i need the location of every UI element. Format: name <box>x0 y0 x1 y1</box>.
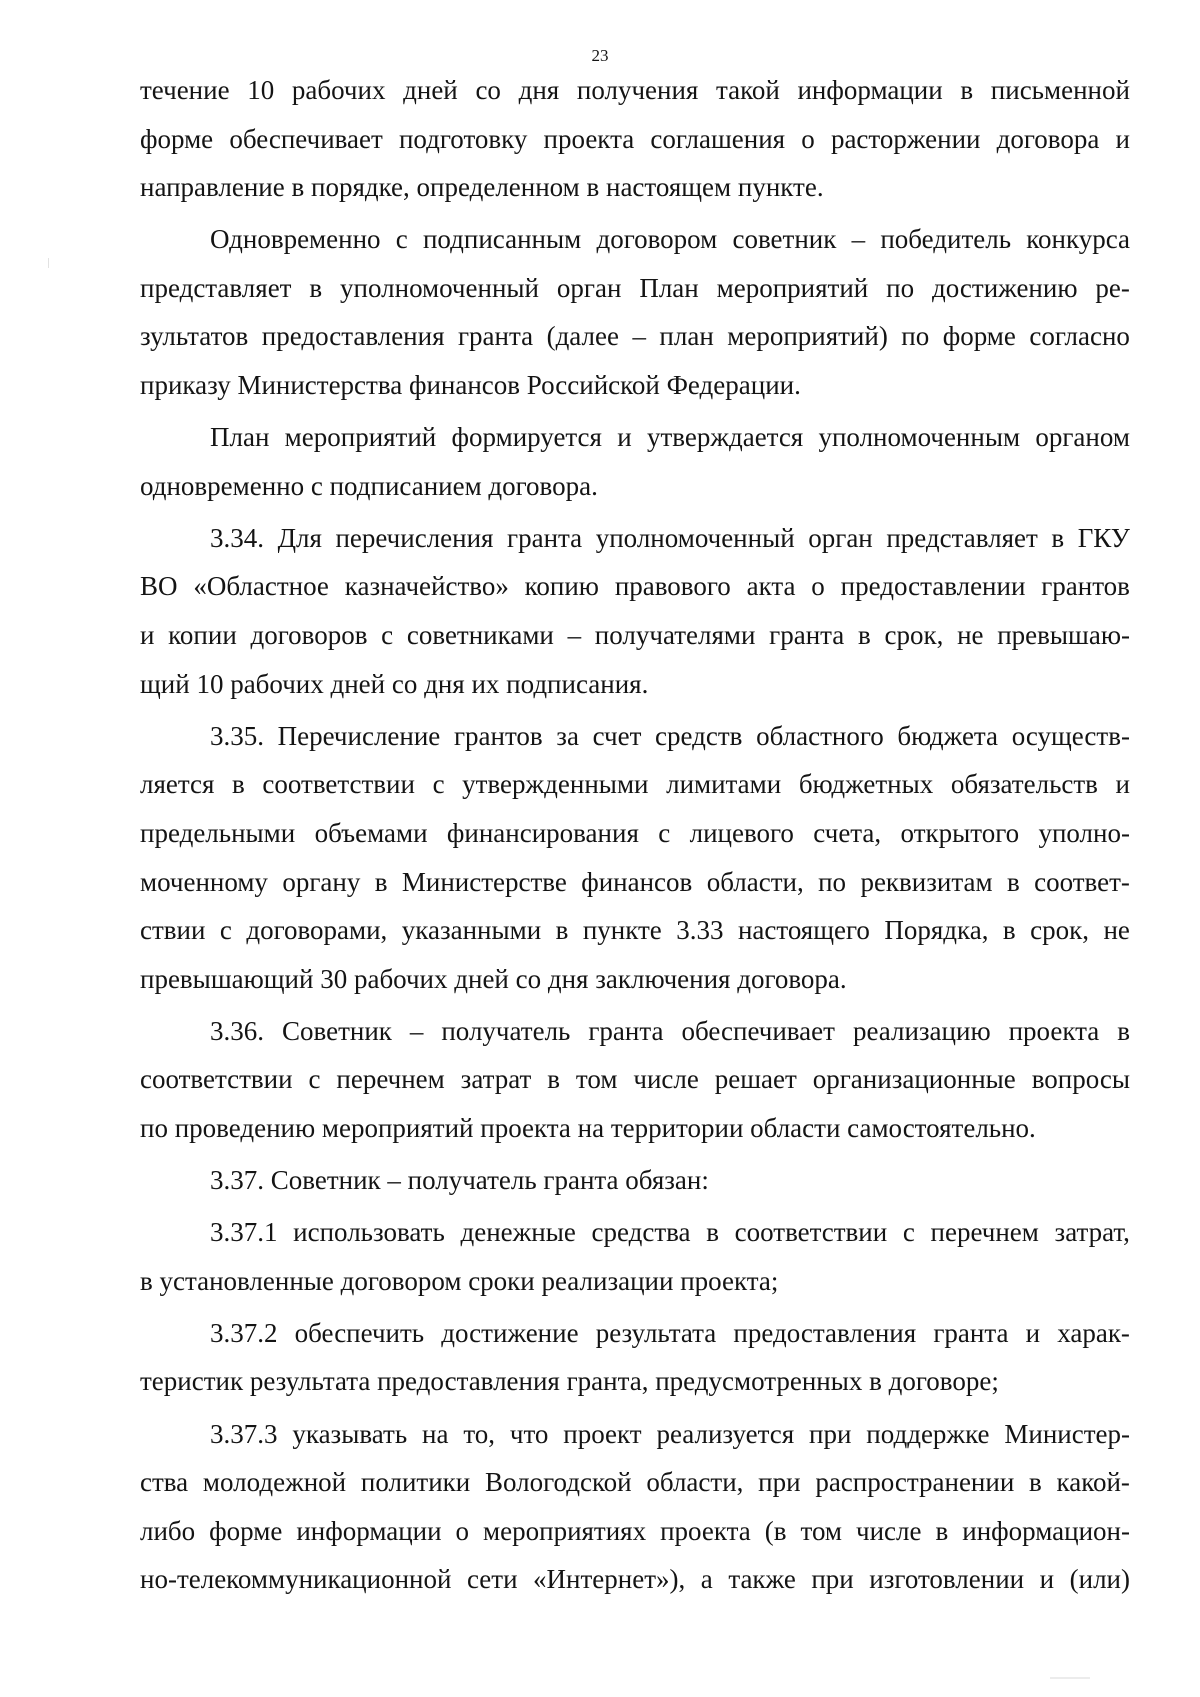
word: план <box>659 321 714 352</box>
word: соглашения <box>650 123 786 154</box>
word: орган <box>808 522 873 553</box>
word: в <box>1117 1015 1130 1046</box>
word: мероприятий <box>716 272 869 303</box>
word: в <box>555 915 569 946</box>
word: превышаю- <box>997 620 1130 651</box>
word: 3.36. <box>210 1015 264 1046</box>
text-line <box>140 955 1130 1004</box>
text-line <box>140 312 1130 361</box>
word: акта <box>746 571 796 602</box>
word: предоставлении <box>840 571 1026 602</box>
word: в <box>1051 522 1065 553</box>
text-line <box>140 1555 1130 1604</box>
word: (далее <box>546 321 619 352</box>
word: том <box>575 1064 618 1095</box>
word: соответ- <box>1034 866 1130 897</box>
word: гранта <box>933 1317 1009 1348</box>
word: реализацию <box>852 1015 991 1046</box>
text-line <box>140 1458 1130 1507</box>
word: какой- <box>1056 1467 1130 1498</box>
word: в <box>1002 915 1016 946</box>
text-line <box>140 66 1130 115</box>
word: письменной <box>990 75 1130 105</box>
word: ре- <box>1095 272 1130 303</box>
word: решает <box>714 1064 797 1095</box>
word: со <box>475 75 501 105</box>
word: уполномоченный <box>595 522 795 553</box>
word: 3.37.1 <box>210 1217 278 1248</box>
word: уполномоченный <box>340 272 539 303</box>
word: по проведению мероприятий проекта на территории области самостоятельно. <box>140 1112 1036 1143</box>
word: бюджета <box>897 720 999 751</box>
text-line <box>140 1410 1130 1459</box>
word: числе <box>633 1064 699 1095</box>
word: Одновременно <box>210 224 381 255</box>
text-line <box>140 1357 1130 1406</box>
word: грантов <box>1041 571 1130 602</box>
word: а <box>700 1564 713 1595</box>
word: гранта <box>769 620 845 651</box>
text-line <box>140 1257 1130 1306</box>
word: также <box>728 1564 796 1595</box>
text-line <box>140 809 1130 858</box>
page-number: 23 <box>591 46 609 65</box>
text-line <box>140 1309 1130 1358</box>
word: использовать <box>293 1217 445 1248</box>
word: политики <box>360 1467 471 1498</box>
word: с <box>658 817 671 848</box>
word: (в <box>764 1515 787 1546</box>
word: дня <box>518 75 560 105</box>
word: в <box>960 75 974 105</box>
word: договоров <box>250 620 368 651</box>
word: мероприятиях <box>483 1515 647 1546</box>
word: областного <box>756 720 884 751</box>
word: подготовку <box>398 123 528 154</box>
word: в <box>1006 866 1020 897</box>
word: что <box>509 1418 549 1449</box>
word: харак- <box>1057 1317 1130 1348</box>
word: в <box>706 1217 719 1248</box>
word: информацион- <box>962 1515 1130 1546</box>
word: открытого <box>900 817 1020 848</box>
word: в <box>858 620 871 651</box>
word: казначейство» <box>344 571 509 602</box>
word: договорами, <box>246 915 388 946</box>
scan-corner-mark <box>1050 1677 1090 1679</box>
word: лицевого <box>689 817 794 848</box>
word: за <box>556 720 579 751</box>
word: том <box>800 1515 843 1546</box>
word: 3.37. Советник – получатель гранта обязан: <box>210 1165 709 1196</box>
word: в <box>935 1515 949 1546</box>
document-body <box>140 66 1130 1604</box>
word: при <box>758 1467 801 1498</box>
text-line <box>140 1507 1130 1556</box>
text-line <box>140 562 1130 611</box>
word: поддержке <box>866 1418 990 1449</box>
word: на <box>422 1418 449 1449</box>
text-line <box>140 264 1130 313</box>
word: финансов <box>581 866 693 897</box>
word: подписанным <box>422 224 582 255</box>
word: согласно <box>1029 321 1130 352</box>
text-line <box>140 712 1130 761</box>
word: счета, <box>813 817 882 848</box>
text-line <box>140 906 1130 955</box>
word: в установленные договором сроки реализации проекта; <box>140 1265 779 1296</box>
word: и <box>140 620 155 651</box>
text-line <box>140 413 1130 462</box>
word: ляется <box>140 769 215 800</box>
word: о <box>801 123 815 154</box>
word: (или) <box>1069 1564 1130 1595</box>
word: с <box>219 915 232 946</box>
word: получения <box>576 75 699 105</box>
word: утверждается <box>646 422 804 453</box>
word: 3.37.2 <box>210 1317 278 1348</box>
word: в <box>309 272 323 303</box>
word: – <box>851 224 866 255</box>
word: то, <box>463 1418 496 1449</box>
word: достижению <box>932 272 1078 303</box>
word: – <box>567 620 582 651</box>
word: в <box>1029 1467 1042 1498</box>
word: мероприятий <box>284 422 437 453</box>
word: советниками <box>406 620 554 651</box>
word: числе <box>856 1515 922 1546</box>
text-line <box>140 115 1130 164</box>
word: дней <box>403 75 458 105</box>
text-line <box>140 1156 1130 1205</box>
word: области, <box>706 866 804 897</box>
word: соответствии <box>734 1217 888 1248</box>
word: по <box>886 272 915 303</box>
word: «Интернет»), <box>533 1564 686 1595</box>
word: предоставления <box>733 1317 917 1348</box>
word: Советник <box>281 1015 392 1046</box>
word: с <box>395 224 408 255</box>
word: области, <box>646 1467 744 1498</box>
word: реализуется <box>656 1418 795 1449</box>
word: гранта <box>588 1015 664 1046</box>
word: с <box>432 769 445 800</box>
word: с <box>308 1064 321 1095</box>
word: указанными <box>401 915 542 946</box>
word: победитель <box>880 224 1012 255</box>
word: результата <box>595 1317 717 1348</box>
word: осуществ- <box>1011 720 1130 751</box>
word: копию <box>524 571 599 602</box>
word: средств <box>655 720 743 751</box>
word: пункте <box>582 915 662 946</box>
word: направление в порядке, определенном в настоящем пункте. <box>140 172 824 203</box>
word: грантов <box>453 720 543 751</box>
word: в <box>232 769 245 800</box>
word: 10 <box>247 75 275 105</box>
text-line <box>140 514 1130 563</box>
word: Порядка, <box>884 915 989 946</box>
word: информации <box>296 1515 442 1546</box>
word: при <box>809 1418 852 1449</box>
word: срок, <box>884 620 944 651</box>
word: План <box>210 422 270 453</box>
word: форме <box>209 1515 283 1546</box>
word: о <box>455 1515 470 1546</box>
word: Министер- <box>1004 1418 1130 1449</box>
word: указывать <box>292 1418 408 1449</box>
word: с <box>381 620 394 651</box>
word: «Областное <box>193 571 329 602</box>
word: распространении <box>815 1467 1015 1498</box>
word: и <box>1115 769 1130 800</box>
word: правового <box>614 571 731 602</box>
word: Министерстве <box>401 866 567 897</box>
word: затрат <box>460 1064 532 1095</box>
word: средства <box>591 1217 691 1248</box>
word: формируется <box>451 422 602 453</box>
word: органу <box>282 866 361 897</box>
text-line <box>140 760 1130 809</box>
word: молодежной <box>202 1467 347 1498</box>
word: гранта <box>457 321 534 352</box>
word: гранта <box>507 522 583 553</box>
word: перечисления <box>335 522 494 553</box>
word: в <box>374 866 388 897</box>
text-line <box>140 660 1130 709</box>
scan-margin-mark <box>48 258 49 268</box>
word: перечнем <box>930 1217 1039 1248</box>
word: по <box>818 866 847 897</box>
word: обеспечить <box>294 1317 425 1348</box>
word: мероприятий) <box>727 321 888 352</box>
word: 3.33 <box>676 915 724 946</box>
word: сети <box>466 1564 518 1595</box>
word: перечнем <box>336 1064 445 1095</box>
text-line <box>140 858 1130 907</box>
word: щий 10 рабочих дней со дня их подписания. <box>140 668 649 699</box>
word: теристик результата предоставления гранта, предусмотренных в договоре; <box>140 1366 999 1397</box>
text-line <box>140 462 1130 511</box>
word: и <box>1115 123 1130 154</box>
word: затрат, <box>1054 1217 1130 1248</box>
word: представляет <box>886 522 1038 553</box>
word: денежные <box>460 1217 576 1248</box>
word: проекта <box>543 123 635 154</box>
word: ВО <box>140 571 178 602</box>
word: с <box>902 1217 915 1248</box>
text-line <box>140 1104 1130 1153</box>
word: форме <box>140 123 214 154</box>
word: бюджетных <box>798 769 934 800</box>
word: предельными <box>140 817 296 848</box>
word: договором <box>596 224 718 255</box>
word: получатель <box>441 1015 571 1046</box>
word: проекта <box>660 1515 751 1546</box>
word: по <box>901 321 930 352</box>
word: конкурса <box>1026 224 1130 255</box>
text-line <box>140 361 1130 410</box>
word: Для <box>277 522 322 553</box>
word: финансирования <box>446 817 639 848</box>
word: моченному <box>140 866 268 897</box>
word: изготовлении <box>869 1564 1025 1595</box>
word: о <box>811 571 825 602</box>
text-line <box>140 1007 1130 1056</box>
text-line <box>140 611 1130 660</box>
word: Перечисление <box>277 720 441 751</box>
word: 3.34. <box>210 522 264 553</box>
word: уполно- <box>1038 817 1130 848</box>
word: копии <box>168 620 237 651</box>
word: соответствии <box>140 1064 293 1095</box>
word: приказу Министерства финансов Российской Федерации. <box>140 370 801 401</box>
word: представляет <box>140 272 292 303</box>
word: ства <box>140 1467 189 1498</box>
word: 3.37.3 <box>210 1418 278 1449</box>
word: Вологодской <box>484 1467 632 1498</box>
word: органом <box>1035 422 1130 453</box>
word: реквизитам <box>860 866 993 897</box>
word: зультатов <box>140 321 249 352</box>
word: в <box>547 1064 560 1095</box>
word: – <box>632 321 646 352</box>
word: 3.35. <box>210 720 264 751</box>
text-line <box>140 163 1130 212</box>
word: соответствии <box>262 769 415 800</box>
word: утвержденными <box>462 769 649 800</box>
word: проект <box>563 1418 642 1449</box>
word: срок, <box>1030 915 1089 946</box>
word: превышающий 30 рабочих дней со дня заключения договора. <box>140 963 847 994</box>
text-line <box>140 1055 1130 1104</box>
word: расторжении <box>830 123 981 154</box>
word: и <box>617 422 632 453</box>
word: либо <box>140 1515 196 1546</box>
word: обеспечивает <box>681 1015 835 1046</box>
text-line <box>140 1208 1130 1257</box>
word: обязательств <box>950 769 1098 800</box>
word: не <box>1103 915 1130 946</box>
text-line <box>140 215 1130 264</box>
word: настоящего <box>737 915 870 946</box>
word: информации <box>797 75 943 105</box>
word: и <box>1025 1317 1041 1348</box>
word: ствии <box>140 915 206 946</box>
word: договора <box>996 123 1100 154</box>
word: советник <box>732 224 837 255</box>
word: лимитами <box>666 769 782 800</box>
word: – <box>409 1015 424 1046</box>
word: при <box>811 1564 854 1595</box>
word: не <box>957 620 984 651</box>
word: уполномоченным <box>818 422 1021 453</box>
word: но-телекоммуникационной <box>140 1564 452 1595</box>
word: и <box>1039 1564 1055 1595</box>
word: вопросы <box>1031 1064 1130 1095</box>
word: орган <box>556 272 622 303</box>
word: такой <box>716 75 780 105</box>
word: объемами <box>314 817 428 848</box>
word: ГКУ <box>1077 522 1130 553</box>
word: проекта <box>1008 1015 1100 1046</box>
word: форме <box>942 321 1016 352</box>
word: достижение <box>441 1317 579 1348</box>
word: предоставления <box>261 321 445 352</box>
word: организационные <box>812 1064 1016 1095</box>
word: получателями <box>594 620 756 651</box>
word: счет <box>592 720 642 751</box>
word: План <box>639 272 699 303</box>
word: рабочих <box>291 75 386 105</box>
word: одновременно с подписанием договора. <box>140 470 598 501</box>
word: обеспечивает <box>229 123 383 154</box>
word: течение <box>140 75 230 105</box>
